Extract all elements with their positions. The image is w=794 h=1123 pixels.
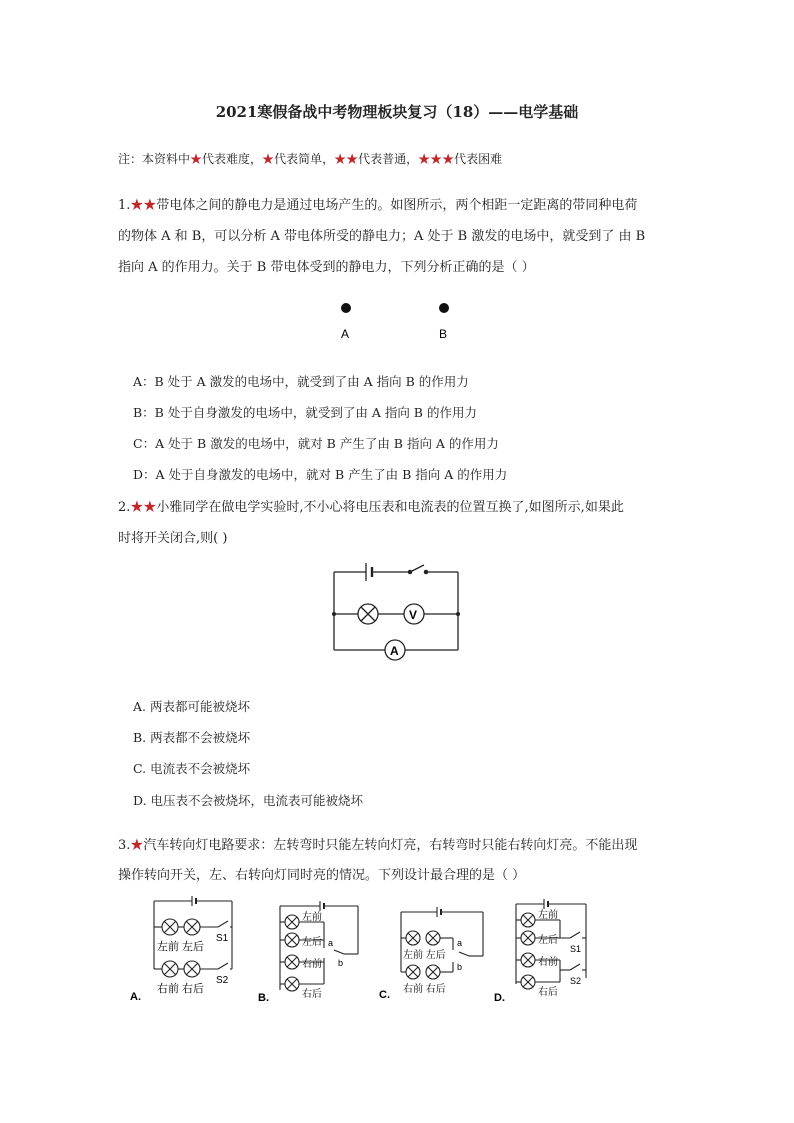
q2-option-c[interactable]: C. 电流表不会被烧坏: [133, 761, 251, 776]
star-icon: ★★: [334, 152, 359, 166]
lamp-label: 左后: [538, 935, 558, 946]
question-number: 3.: [118, 838, 131, 853]
q1-option-b[interactable]: B：B 处于自身激发的电场中，就受到了由 A 指向 B 的作用力: [133, 405, 477, 420]
q1-option-d[interactable]: D：A 处于自身激发的电场中，就对 B 产生了由 B 指向 A 的作用力: [133, 467, 508, 482]
q2-line2: 时将开关闭合,则( ): [118, 531, 228, 546]
switch-contact-label: a: [457, 938, 463, 948]
q2-option-d[interactable]: D. 电压表不会被烧坏，电流表可能被烧坏: [133, 793, 364, 808]
question-text: 带电体之间的静电力是通过电场产生的。如图所示，两个相距一定距离的带同种电荷: [156, 198, 638, 213]
switch-label: S1: [216, 933, 229, 944]
note-text: 代表难度，: [202, 152, 263, 166]
q2-option-a[interactable]: A. 两表都可能被烧坏: [133, 699, 250, 714]
switch-label: S2: [570, 976, 582, 986]
option-letter: D.: [494, 992, 505, 1004]
switch-contact-label: b: [457, 962, 463, 972]
q1-option-a[interactable]: A：B 处于 A 激发的电场中，就受到了由 A 指向 B 的作用力: [133, 374, 469, 389]
q1-option-c[interactable]: C：A 处于 B 激发的电场中，就对 B 产生了由 B 指向 A 的作用力: [133, 436, 499, 451]
circuit-option-c[interactable]: [379, 906, 489, 1004]
page-title: 2021寒假备战中考物理板块复习（18）——电学基础: [215, 103, 579, 121]
charge-b-label: B: [439, 327, 448, 341]
lamp-label: 左前: [302, 912, 322, 923]
lamp-label: 左前: [538, 910, 558, 921]
charges-figure: [330, 298, 460, 348]
note-prefix: 注：本资料中: [118, 152, 191, 166]
difficulty-note: [118, 150, 502, 167]
circuit-option-d[interactable]: [494, 898, 594, 1006]
star-icon: ★: [262, 152, 275, 166]
question-text: 汽车转向灯电路要求：左转弯时只能左转向灯亮，右转弯时只能右转向灯亮。不能出现: [143, 838, 638, 853]
question-text: 小雅同学在做电学实验时,不小心将电压表和电流表的位置互换了,如图所示,如果此: [156, 500, 624, 515]
difficulty-stars: ★★: [130, 198, 157, 213]
lamp-label: 右前: [538, 957, 558, 968]
charge-a-label: A: [341, 327, 350, 341]
q3-line1: [118, 834, 637, 853]
ammeter-label: A: [390, 644, 399, 658]
lamp-label: 右前: [302, 959, 322, 970]
q1-line2: 的物体 A 和 B，可以分析 A 带电体所受的静电力；A 处于 B 激发的电场中，就受到了 由 B: [118, 229, 646, 244]
q1-line3: 指向 A 的作用力。关于 B 带电体受到的静电力，下列分析正确的是（ ）: [118, 260, 535, 275]
option-letter: C.: [379, 989, 390, 1001]
difficulty-stars: ★★: [130, 500, 157, 515]
star-icon: ★: [190, 152, 203, 166]
question-number: 1.: [118, 198, 131, 213]
lamp-label: 左前 左后: [157, 941, 205, 953]
question-number: 2.: [118, 500, 131, 515]
q3-line2: 操作转向开关，左、右转向灯同时亮的情况。下列设计最合理的是（ ）: [118, 868, 526, 883]
lamp-label: 右前 右后: [403, 984, 446, 995]
note-text: 代表普通，: [358, 152, 419, 166]
voltmeter-label: V: [409, 608, 418, 622]
difficulty-stars: ★: [130, 838, 144, 853]
circuit-option-a[interactable]: [130, 893, 240, 1005]
lamp-label: 左前 左后: [403, 950, 446, 961]
meter-circuit-diagram: [330, 558, 464, 666]
option-letter: A.: [130, 991, 141, 1003]
q2-option-b[interactable]: B. 两表都不会被烧坏: [133, 730, 251, 745]
charge-b-dot: [439, 303, 449, 313]
charge-a-dot: [341, 303, 351, 313]
lamp-label: 左后: [302, 937, 322, 948]
switch-contact-label: a: [328, 938, 334, 948]
note-text: 代表困难: [454, 152, 503, 166]
q1-line1: [118, 194, 637, 213]
note-text: 代表简单，: [274, 152, 335, 166]
switch-lever: [410, 565, 424, 572]
star-icon: ★★★: [418, 152, 455, 166]
q2-line1: [118, 496, 624, 515]
switch-label: S1: [570, 944, 582, 954]
switch-contact-label: b: [338, 958, 344, 968]
lamp-label: 右后: [302, 989, 322, 1000]
lamp-label: 右后: [538, 987, 558, 998]
lamp-label: 右前 右后: [157, 983, 205, 995]
switch-label: S2: [216, 975, 229, 986]
option-letter: B.: [258, 992, 269, 1004]
circuit-option-b[interactable]: [258, 900, 368, 1006]
